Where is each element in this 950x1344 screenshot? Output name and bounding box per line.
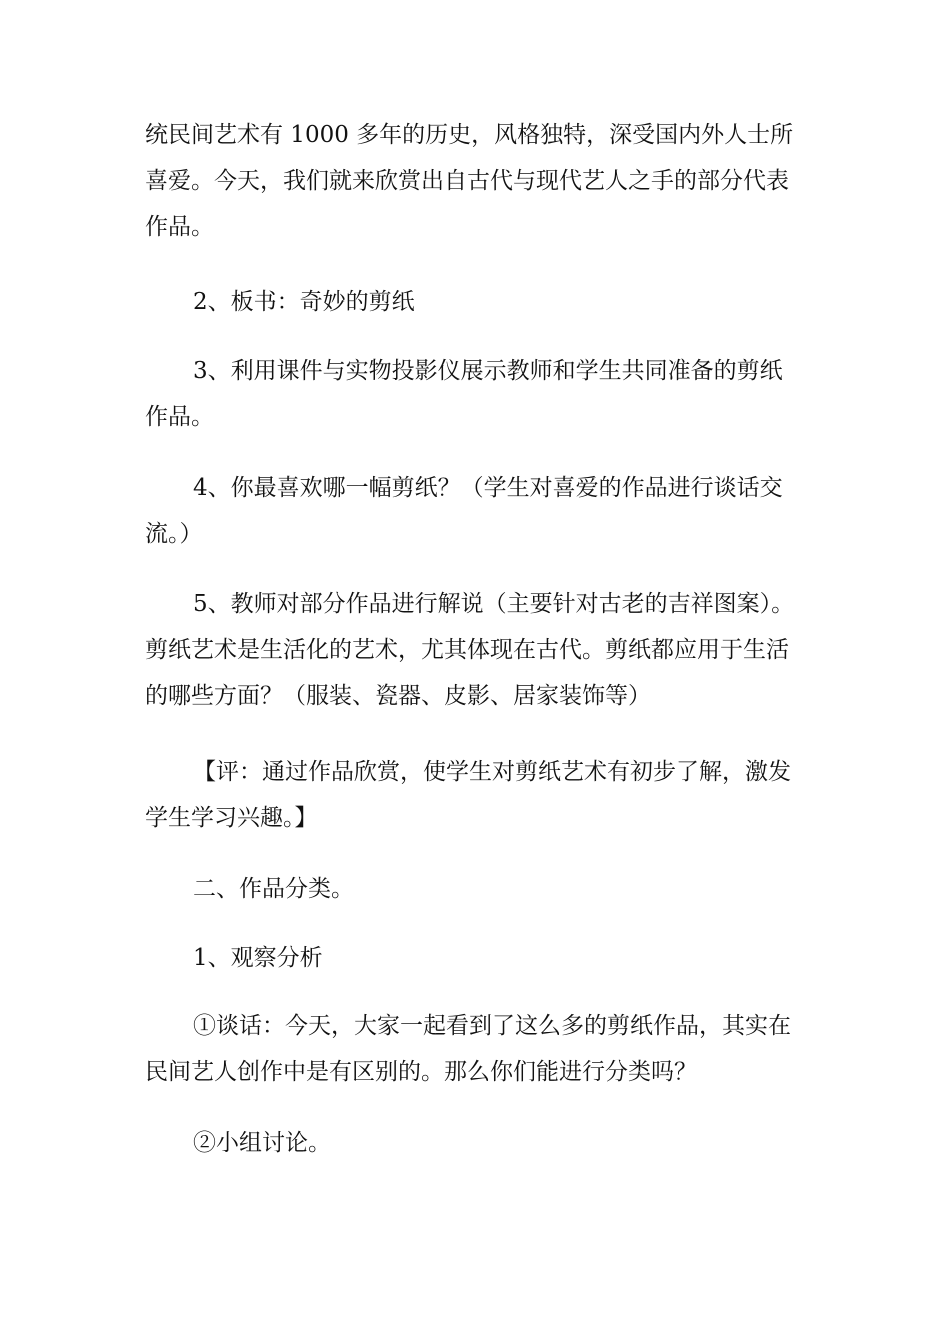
paragraph-step-3 bbox=[145, 348, 810, 440]
text-line: 流。） bbox=[145, 521, 203, 547]
text-line: 统民间艺术有 1000 多年的历史，风格独特，深受国内外人士所 bbox=[145, 122, 794, 148]
text-line: 的哪些方面？（服装、瓷器、皮影、居家装饰等） bbox=[145, 683, 651, 709]
paragraph-step-4 bbox=[145, 465, 810, 557]
text-line: 3、利用课件与实物投影仪展示教师和学生共同准备的剪纸 bbox=[193, 358, 783, 384]
text-line: 二、作品分类。 bbox=[193, 876, 354, 902]
text-line: 4、你最喜欢哪一幅剪纸？（学生对喜爱的作品进行谈话交 bbox=[193, 475, 783, 501]
text-line: 学生学习兴趣。】 bbox=[145, 805, 318, 831]
paragraph-talk bbox=[145, 1003, 810, 1095]
text-line: 2、板书：奇妙的剪纸 bbox=[193, 289, 415, 315]
paragraph-comment bbox=[145, 749, 810, 841]
paragraph-group-discussion bbox=[145, 1120, 810, 1166]
text-line: 剪纸艺术是生活化的艺术，尤其体现在古代。剪纸都应用于生活 bbox=[145, 637, 789, 663]
text-line: ①谈话：今天，大家一起看到了这么多的剪纸作品，其实在 bbox=[193, 1013, 791, 1039]
text-line: 民间艺人创作中是有区别的。那么你们能进行分类吗？ bbox=[145, 1059, 697, 1085]
paragraph-intro-continuation bbox=[145, 112, 810, 250]
text-line: ②小组讨论。 bbox=[193, 1130, 331, 1156]
paragraph-sub-1 bbox=[145, 935, 810, 981]
text-line: 【评：通过作品欣赏，使学生对剪纸艺术有初步了解，激发 bbox=[193, 759, 791, 785]
text-line: 作品。 bbox=[145, 214, 214, 240]
text-line: 1、观察分析 bbox=[193, 945, 323, 971]
text-line: 作品。 bbox=[145, 404, 214, 430]
text-line: 5、教师对部分作品进行解说（主要针对古老的吉祥图案）。 bbox=[193, 591, 795, 617]
section-heading-classification bbox=[145, 866, 810, 912]
text-line: 喜爱。今天，我们就来欣赏出自古代与现代艺人之手的部分代表 bbox=[145, 168, 789, 194]
paragraph-step-2 bbox=[145, 279, 810, 325]
paragraph-step-5 bbox=[145, 581, 810, 719]
